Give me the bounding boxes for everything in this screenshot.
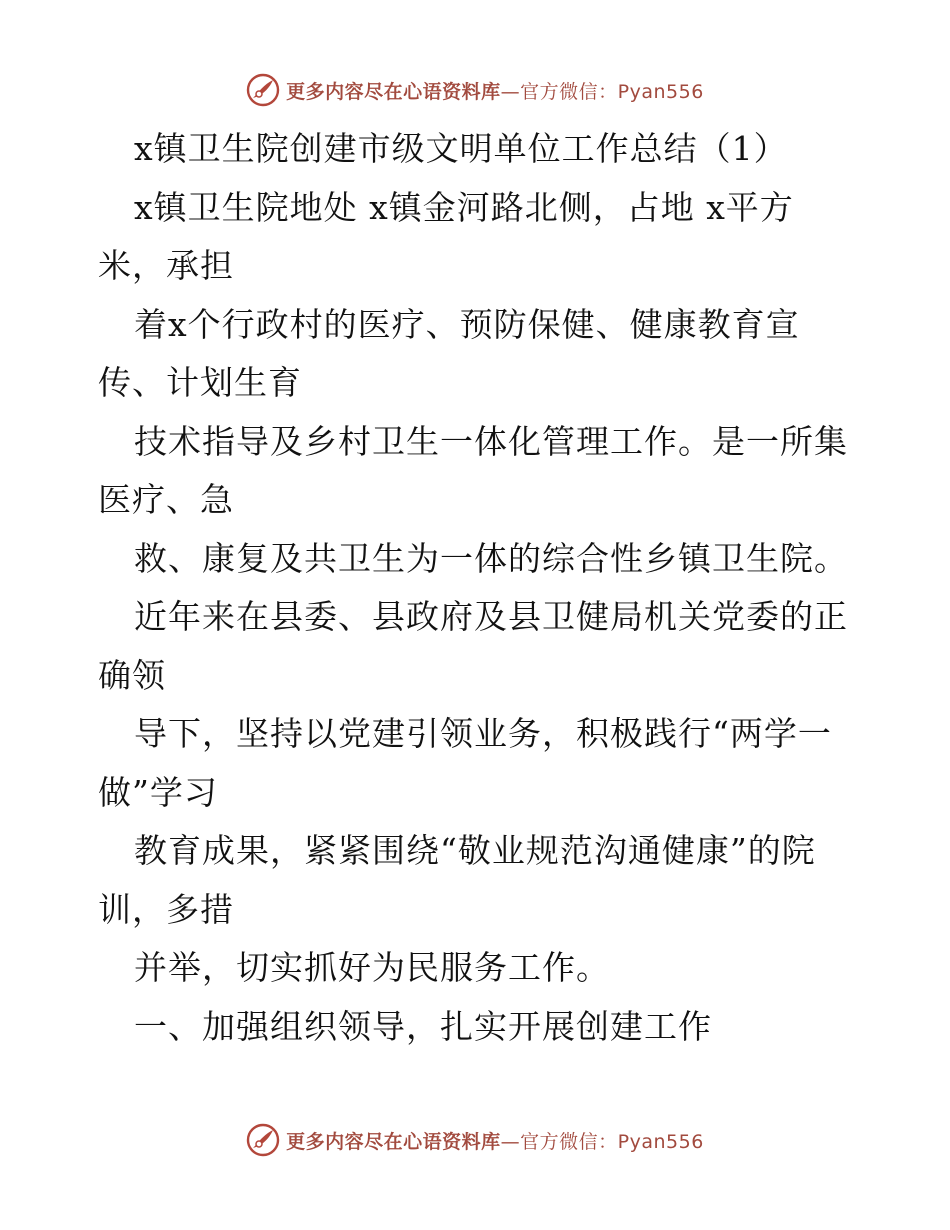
quill-circle-logo-icon <box>246 73 280 107</box>
section-heading: 一、加强组织领导，扎实开展创建工作 <box>134 1006 712 1046</box>
quill-circle-logo-icon <box>246 1123 280 1157</box>
paragraph-line: 确领 <box>98 655 166 695</box>
paragraph-line: 近年来在县委、县政府及县卫健局机关党委的正 <box>134 597 848 636</box>
watermark-text: 更多内容尽在心语资料库—官方微信：Pyan556 <box>286 80 704 103</box>
paragraph-line: 教育成果，紧紧围绕“敬业规范沟通健康”的院 <box>134 831 816 870</box>
paragraph-line: 米，承担 <box>98 246 234 285</box>
paragraph-line: 救、康复及共卫生为一体的综合性乡镇卫生院。 <box>134 538 848 578</box>
watermark-banner-bottom <box>0 1120 950 1160</box>
watermark-text: 更多内容尽在心语资料库—官方微信：Pyan556 <box>286 1130 704 1153</box>
paragraph-line: 训，多措 <box>98 889 234 929</box>
paragraph-line: 医疗、急 <box>98 480 234 519</box>
paragraph-line: 并举，切实抓好为民服务工作。 <box>134 948 610 987</box>
paragraph-line: 传、计划生育 <box>98 363 302 402</box>
paragraph-line: 技术指导及乡村卫生一体化管理工作。是一所集 <box>134 421 848 461</box>
document-title: x镇卫生院创建市级文明单位工作总结（1） <box>134 129 788 168</box>
document-body <box>98 120 858 1056</box>
paragraph-line: 着x个行政村的医疗、预防保健、健康教育宣 <box>134 304 800 344</box>
paragraph-line: x镇卫生院地处 x镇金河路北侧，占地 x平方 <box>134 187 794 227</box>
paragraph-line: 导下，坚持以党建引领业务，积极践行“两学一 <box>134 714 832 753</box>
watermark-banner-top <box>0 70 950 110</box>
paragraph-line: 做”学习 <box>98 772 218 812</box>
